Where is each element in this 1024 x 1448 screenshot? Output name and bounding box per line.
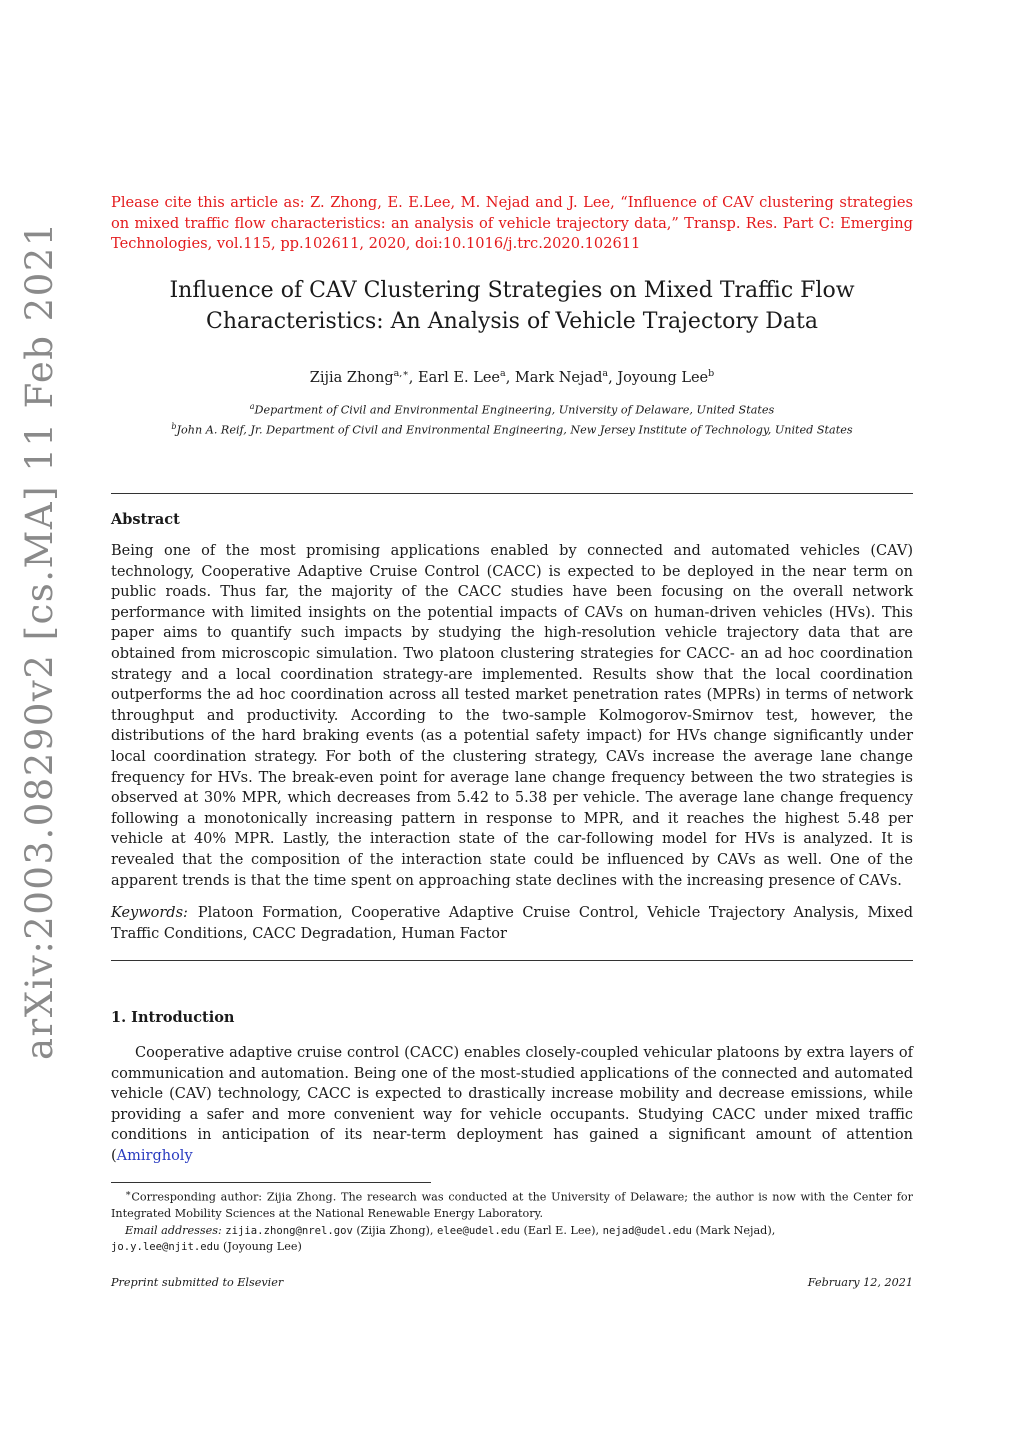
email-label: Email addresses: (125, 1223, 222, 1237)
abstract-top-rule (111, 493, 913, 494)
author-sup: a (602, 368, 609, 379)
affiliation-a: $^a$Department of Civil and Environmental Engineering, University of Delaware, United States (249, 402, 775, 417)
footnote: ∗Corresponding author: Zijia Zhong. The research was conducted at the University of Delaware; the author is now with the Center for Integrated Mobility Sciences at the National Renewable Energy Laboratory. Email addresses: zijia.zhong@nrel.gov (Zijia Zhong), elee@udel.edu (Earl E. Lee), nejad@udel.edu (Mark Nejad), jo.y.lee@njit.edu (Joyoung Lee) (111, 1188, 913, 1253)
author-sup: a (500, 368, 506, 379)
author-sup: b (708, 368, 715, 379)
preprint-date: February 12, 2021 (807, 1276, 913, 1289)
footnote-rule (111, 1182, 431, 1183)
author-name: Earl E. Lee (418, 369, 501, 386)
abstract-text: Being one of the most promising applications enabled by connected and automated vehicles (CAV) technology, Cooperative Adaptive Cruise Control (CACC) is expected to be deployed in the near term on public roads. Thus far, the majority of the CACC studies have been focusing on the overall network performance with limited insights on the potential impacts of CAVs on human-driven vehicles (HVs). This paper aims to quantify such impacts by studying the high-resolution vehicle trajectory data that are obtained from microscopic simulation. Two platoon clustering strategies for CACC- an ad hoc coordination strategy and a local coordination strategy-are implemented. Results show that the local coordination outperforms the ad hoc coordination across all tested market penetration rates (MPRs) in terms of network throughput and productivity. According to the two-sample Kolmogorov-Smirnov test, however, the distributions of the hard braking events (as a potential safety impact) for HVs change significantly under local coordination strategy. For both of the clustering strategy, CAVs increase the average lane change frequency for HVs. The break-even point for average lane change frequency between the two strategies is observed at 30% MPR, which decreases from 5.42 to 5.38 per vehicle. The average lane change frequency following a monotonically increasing pattern in response to MPR, and it reaches the highest 5.48 per vehicle at 40% MPR. Lastly, the interaction state of the car-following model for HVs is analyzed. It is revealed that the composition of the interaction state could be influenced by CAVs as well. One of the apparent trends is that the time spent on approaching state declines with the increasing presence of CAVs. (111, 543, 913, 889)
author-name: Mark Nejad (514, 369, 603, 386)
title-line-2: Characteristics: An Analysis of Vehicle Trajectory Data (205, 309, 818, 334)
email-link[interactable]: nejad@udel.edu (602, 1224, 692, 1237)
affiliations (111, 399, 913, 438)
footnote-corresponding: Corresponding author: Zijia Zhong. The research was conducted at the University of Delaware; the author is now with the Center for Integrated Mobility Sciences at the National Renewable Energy Laboratory. (111, 1190, 913, 1221)
email-link[interactable]: elee@udel.edu (436, 1224, 520, 1237)
keywords (111, 903, 913, 944)
author-name: Joyoung Lee (617, 369, 709, 386)
intro-text: Cooperative adaptive cruise control (CACC) enables closely-coupled vehicular platoons by extra layers of communication and automation. Being one of the most-studied applications of the connected and automated vehicle (CAV) technology, CACC is expected to drastically increase mobility and decrease emissions, while providing a safer and more convenient way for vehicle occupants. Studying CACC under mixed traffic conditions in anticipation of its near-term deployment has gained a significant amount of attention ( (111, 1045, 913, 1164)
cite-notice[interactable]: Please cite this article as: Z. Zhong, E. E.Lee, M. Nejad and J. Lee, “Influence of CAV clustering strategies on mixed traffic flow characteristics: an analysis of vehicle trajectory data,” Transp. Res. Part C: Emerging Technologies, vol.115, pp.102611, 2020, doi:10.1016/j.trc.2020.102611 (111, 194, 913, 252)
arxiv-identifier[interactable]: arXiv:2003.08290v2 [cs.MA] 11 Feb 2021 (18, 221, 61, 1060)
author-name: Zijia Zhong (309, 369, 394, 386)
keywords-text: Platoon Formation, Cooperative Adaptive Cruise Control, Vehicle Trajectory Analysis, Mixed Traffic Conditions, CACC Degradation, Human Factor (111, 905, 913, 942)
citation-link[interactable]: Amirgholy (116, 1147, 193, 1164)
paper-title (111, 275, 913, 337)
footnote-marker: ∗ (125, 1188, 132, 1199)
title-line-1: Influence of CAV Clustering Strategies on Mixed Traffic Flow (169, 278, 855, 303)
abstract-heading: Abstract (111, 511, 180, 528)
keywords-label: Keywords: (111, 905, 188, 921)
abstract-bottom-rule (111, 960, 913, 961)
author-sup: a,∗ (393, 368, 409, 379)
section-heading-introduction: 1. Introduction (111, 1009, 235, 1026)
affiliation-b: $^b$John A. Reif, Jr. Department of Civil and Environmental Engineering, New Jersey Institute of Technology, United States (171, 421, 853, 437)
email-link[interactable]: zijia.zhong@nrel.gov (225, 1224, 353, 1237)
introduction-paragraph (111, 1043, 913, 1167)
author-list: Zijia Zhong$^{a,∗}$, Earl E. Lee$^a$, Mark Nejad$^a$, Joyoung Lee$^b$ (309, 368, 715, 386)
preprint-notice: Preprint submitted to Elsevier (111, 1276, 284, 1289)
email-link[interactable]: jo.y.lee@njit.edu (111, 1240, 220, 1253)
